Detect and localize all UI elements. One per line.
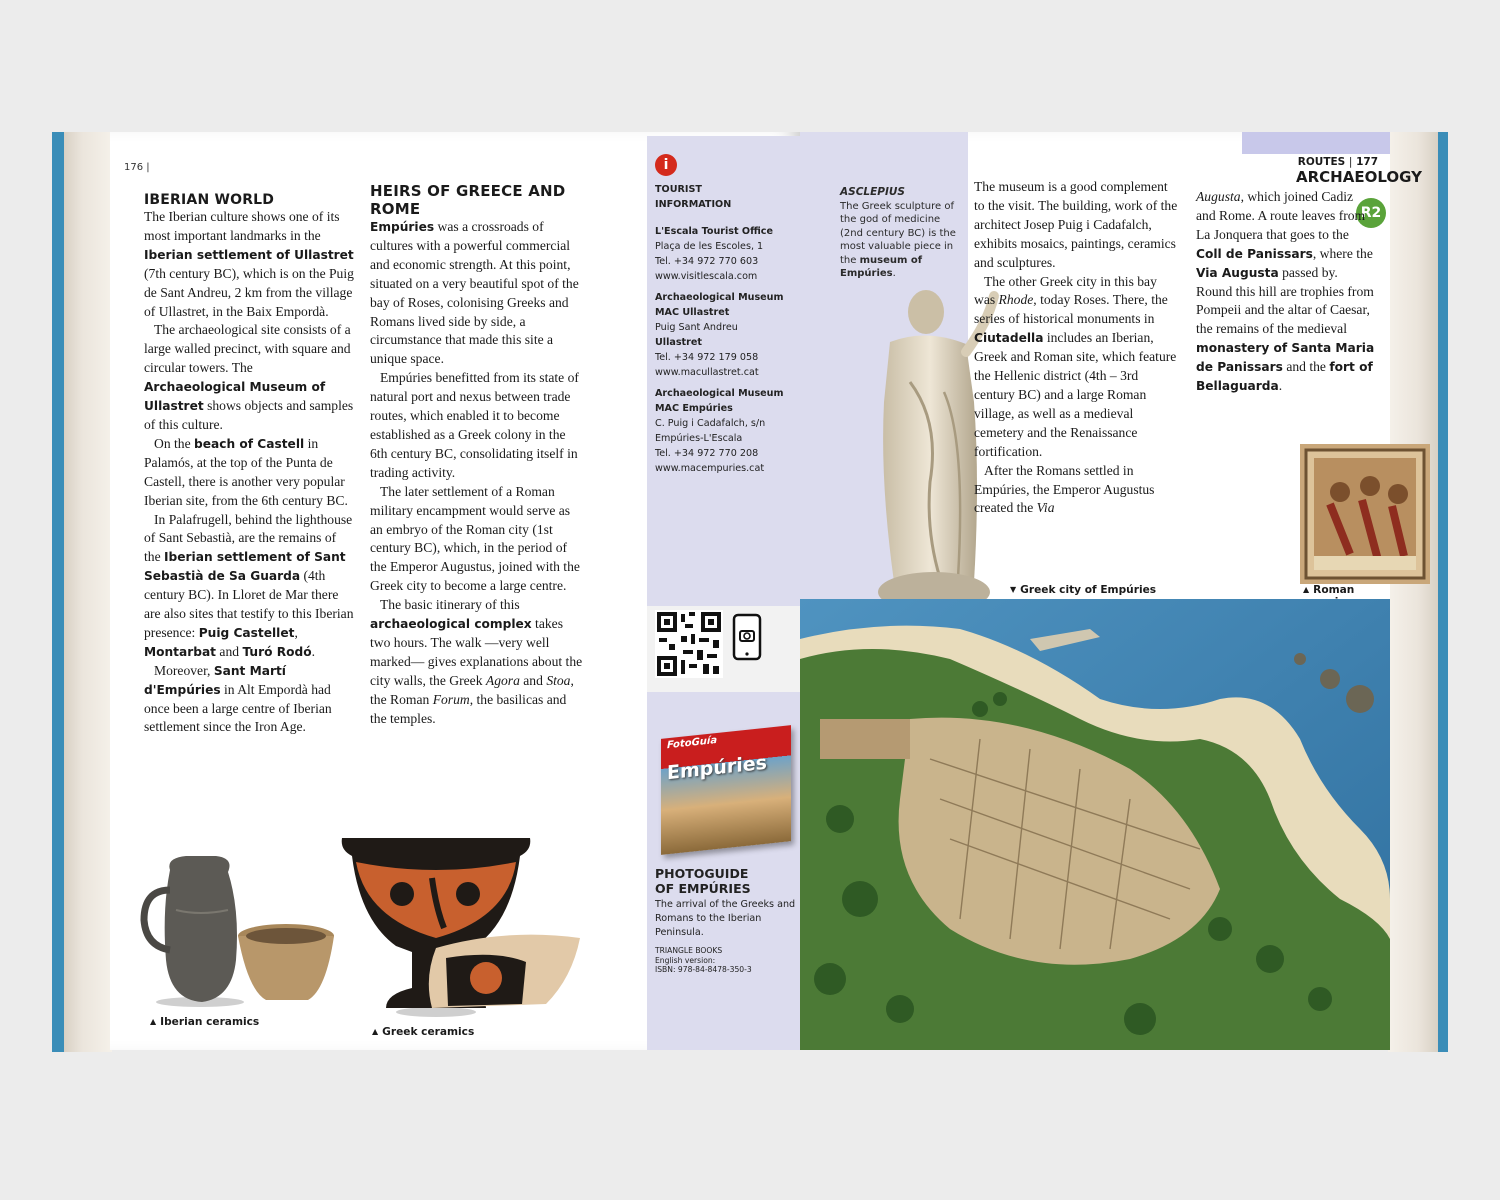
section-heading-iberian: IBERIAN WORLD (144, 192, 275, 208)
right-page (800, 132, 1422, 1050)
qr-band (647, 606, 809, 692)
tourist-info-entry: L'Escala Tourist Office Plaça de les Escoles, 1 Tel. +34 972 770 603 www.visitlescala.com (655, 226, 773, 282)
photoguide-edition: English version: (655, 955, 716, 965)
tourist-info-entries (655, 224, 805, 476)
caption-greek-city: ▼ Greek city of Empúries (1010, 584, 1157, 596)
iberian-ceramics-image (136, 850, 336, 1010)
caption-roman-mosaic: ▲ Roman (1303, 584, 1355, 596)
book-left-edge (52, 132, 112, 1052)
iberian-body (144, 208, 354, 737)
iberian-world-section (144, 192, 354, 737)
greece-rome-body (370, 218, 585, 728)
photoguide-description: The arrival of the Greeks and Romans to the Iberian Peninsula. (655, 899, 796, 938)
photoguide-publisher: TRIANGLE BOOKS (655, 946, 723, 955)
empuries-aerial-photo (800, 599, 1390, 1050)
section-title: ARCHAEOLOGY (1296, 168, 1422, 186)
section-label: ROUTES | 177 (1297, 156, 1378, 168)
paragraph: The other Greek city in this bay was Rhode, today Roses. There, the series of historical monuments in Ciutadella includes an Iberian, Greek and Roman site, which feature the Hellenic district (4th – 3rd century BC) and a large Roman village, as well as a medieval cemetery and the Renaissance fortification. (974, 273, 1177, 459)
asclepius-end: . (892, 268, 896, 279)
paragraph: On the beach of Castell in Palamós, at the top of the Punta de Castell, there is another very popular Iberian site, from the 6th century BC. (144, 435, 348, 508)
tourist-info-title-1: TOURIST (655, 184, 702, 195)
caption-iberian-ceramics: ▲ Iberian ceramics (150, 1016, 260, 1028)
photoguide-book-cover (661, 725, 791, 855)
museum-column (974, 178, 1178, 518)
tourist-info-block (655, 182, 805, 482)
photoguide-isbn: ISBN: 978-84-8478-350-3 (655, 965, 752, 974)
smartphone-camera-icon (733, 614, 761, 660)
tourist-info-sidebar (647, 136, 809, 1050)
photoguide-info (655, 866, 805, 975)
book-cover-brand: FotoGuía (667, 734, 718, 752)
roman-mosaic-image (1300, 444, 1430, 584)
book-right-edge (1388, 132, 1448, 1052)
photoguide-title-2: OF EMPÚRIES (655, 881, 751, 896)
left-page (110, 132, 800, 1050)
tourist-info-entry: Archaeological Museum MAC Empúries C. Puig i Cadafalch, s/n Empúries-L'Escala Tel. +34 972 770 208 www.macempuries.cat (655, 388, 784, 474)
greece-rome-section (370, 182, 585, 728)
qr-code-icon[interactable] (655, 610, 723, 678)
book-cover-title: Empúries (667, 751, 767, 785)
greek-ceramics-image (336, 828, 586, 1018)
paragraph: Empúries was a crossroads of cultures with a powerful commercial and economic strength. At this point, situated on a very beautiful spot of the bay of Roses, colonising Greeks and Romans lived side by side, a circumstance that made this site a unique space. (370, 219, 579, 367)
info-icon: i (655, 154, 677, 176)
route-badge: R2 (1356, 198, 1386, 228)
paragraph: After the Romans settled in Empúries, the Emperor Augustus created the Via (974, 462, 1155, 516)
paragraph: The archaeological site consists of a large walled precinct, with square and circular towers. The Archaeological Museum of Ullastret shows objects and samples of this culture. (144, 322, 354, 432)
tourist-info-title-2: INFORMATION (655, 199, 732, 210)
section-heading-greece-rome: HEIRS OF GREECE AND ROME (370, 182, 566, 218)
paragraph: The Iberian culture shows one of its most important landmarks in the Iberian settlement of Ullastret (7th century BC), which is on the Puig de Sant Andreu, 2 km from the village of Ullastret, in the Baix Empordà. (144, 209, 354, 319)
paragraph: Empúries benefitted from its state of natural port and nexus between trade routes, which enabled it to become established as a Greek colony in the 6th century BC, consolidating itself in trading activity. (370, 370, 579, 480)
caption-greek-ceramics: ▲ Greek ceramics (372, 1026, 475, 1038)
paragraph: Moreover, Sant Martí d'Empúries in Alt Empordà had once been a large centre of Iberian settlement since the Iron Age. (144, 662, 332, 735)
section-header-band (1242, 132, 1390, 154)
photoguide-title-1: PHOTOGUIDE (655, 866, 749, 881)
page-number-left: 176 | (124, 162, 150, 173)
paragraph: In Palafrugell, behind the lighthouse of Sant Sebastià, are the remains of the Iberian settlement of Sant Sebastià de Sa Guarda (4th century BC). In Lloret de Mar there are also sites that testify to this Iberian presence: Puig Castellet, Montarbat and Turó Rodó. (144, 511, 354, 659)
tourist-info-entry: Archaeological Museum MAC Ullastret Puig Sant Andreu Ullastret Tel. +34 972 179 058 www.macullastret.cat (655, 292, 784, 378)
asclepius-bold: museum of Empúries (840, 254, 923, 279)
asclepius-title: ASCLEPIUS (840, 186, 905, 198)
paragraph: The later settlement of a Roman military encampment would serve as an embryo of the Roman city (1st century BC), which, in the period of the Emperor Augustus, joined with the Greek city to become a large centre. (370, 483, 580, 594)
paragraph: Augusta, which joined Cadiz and Rome. A route leaves from La Jonquera that goes to the Coll de Panissars, where the Via Augusta passed by. Round this hill are trophies from Pompeii and the altar of Caesar, the remains of the medieval monastery of Santa Maria de Panissars and the fort of Bellaguarda. (1196, 189, 1375, 394)
paragraph: The basic itinerary of this archaeological complex takes two hours. The walk —very well marked— gives explanations about the city walls, the Greek Agora and Stoa, the Roman Forum, the basilicas and the temples. (370, 597, 583, 726)
paragraph: The museum is a good complement to the visit. The building, work of the architect Josep Puig i Cadafalch, exhibits mosaics, paintings, ceramics and sculptures. (974, 179, 1178, 270)
via-augusta-column (1196, 188, 1376, 396)
open-book (52, 132, 1448, 1052)
asclepius-caption (840, 186, 962, 281)
asclepius-text: The Greek sculpture of the god of medicine (2nd century BC) is the most valuable piece in the (840, 200, 956, 266)
